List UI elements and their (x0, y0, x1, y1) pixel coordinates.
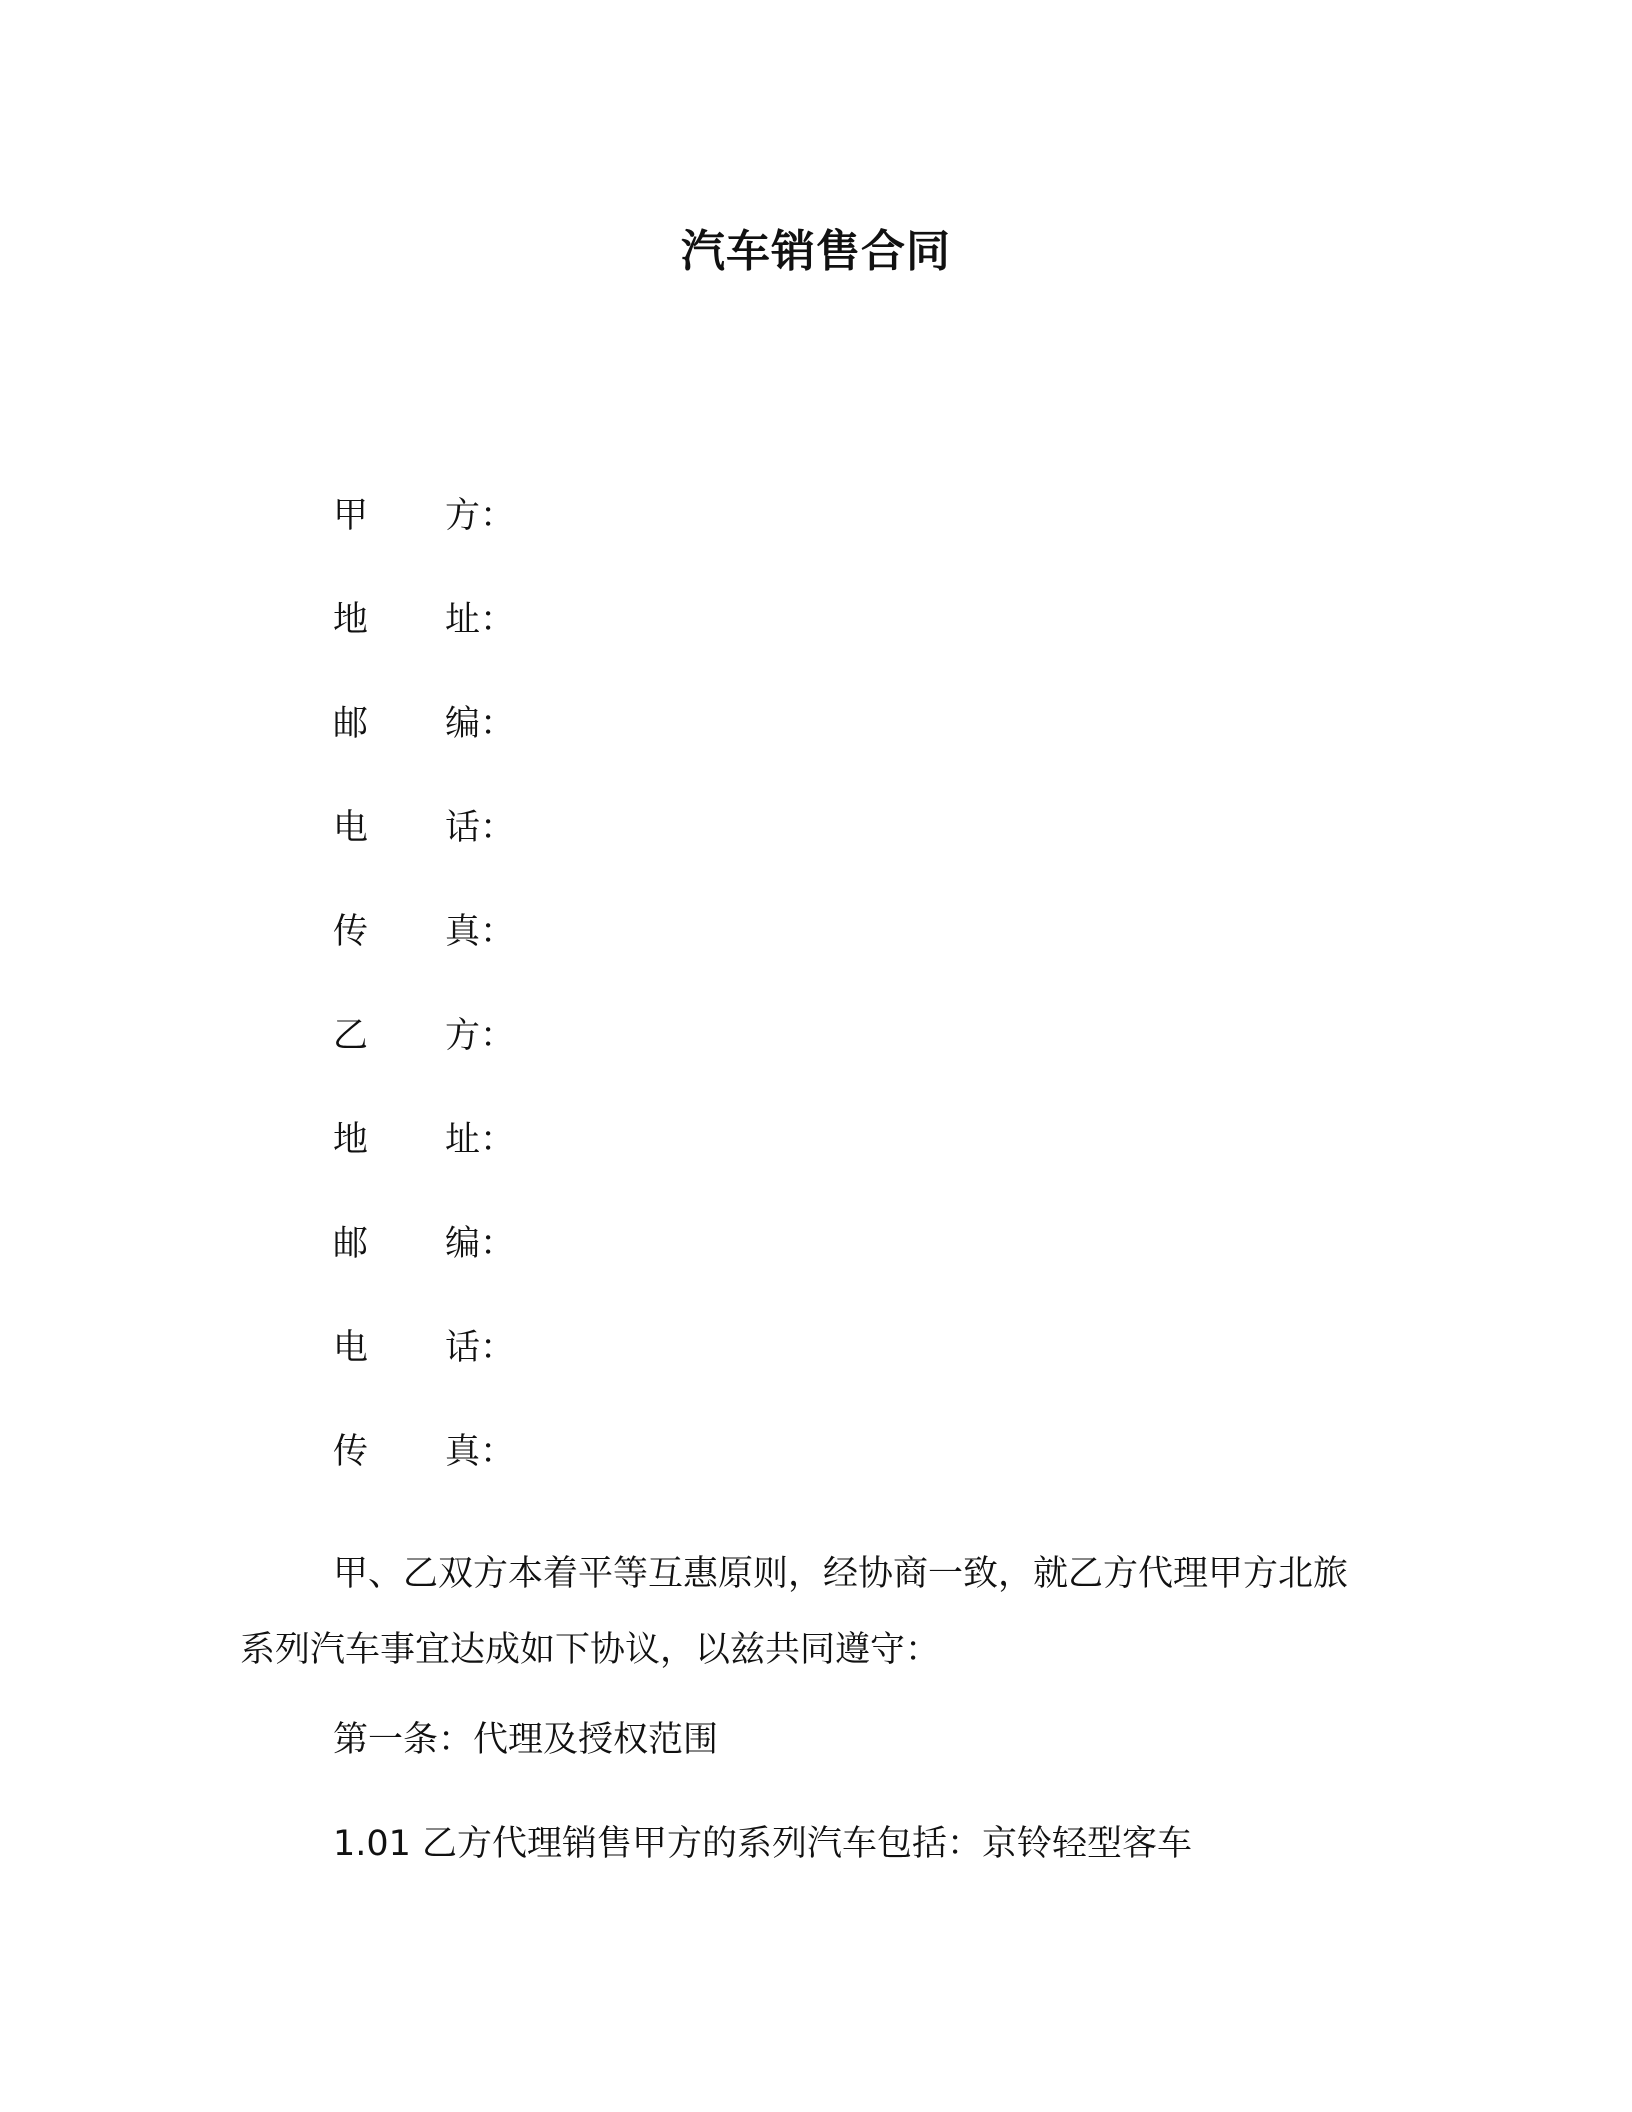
field-label-char-1: 甲 (333, 496, 369, 536)
field-label-char-2: 话： (445, 1328, 516, 1368)
party-b-name-row (333, 1012, 1033, 1116)
field-label-char-1: 电 (333, 808, 369, 848)
field-label-char-1: 传 (333, 912, 369, 952)
party-a-postcode-row (333, 700, 1033, 804)
intro-paragraph: 甲、乙双方本着平等互惠原则，经协商一致，就乙方代理甲方北旅系列汽车事宜达成如下协议，以兹共同遵守： (240, 1554, 1349, 1670)
party-a-address-row (333, 596, 1033, 700)
party-a-name-row (333, 492, 1033, 596)
field-label-char-2: 真： (445, 1432, 516, 1472)
field-label-char-2: 编： (445, 704, 516, 744)
field-label-char-2: 址： (445, 1120, 516, 1160)
field-label-char-2: 方： (445, 1016, 516, 1056)
field-label-char-2: 址： (445, 600, 516, 640)
party-b-postcode-row (333, 1220, 1033, 1324)
party-fields (333, 492, 1033, 1532)
party-b-address-row (333, 1116, 1033, 1220)
party-a-fax-row (333, 908, 1033, 1012)
field-label-char-2: 编： (445, 1224, 516, 1264)
field-label-char-2: 话： (445, 808, 516, 848)
field-label-char-2: 真： (445, 912, 516, 952)
party-b-fax-row (333, 1428, 1033, 1532)
clause-1-01: 1.01 乙方代理销售甲方的系列汽车包括：京铃轻型客车 (333, 1824, 1193, 1864)
field-label-char-1: 传 (333, 1432, 369, 1472)
article-1-heading: 第一条：代理及授权范围 (333, 1720, 719, 1760)
field-label-char-1: 乙 (333, 1016, 369, 1056)
party-b-phone-row (333, 1324, 1033, 1428)
document-title: 汽车销售合同 (681, 226, 951, 277)
field-label-char-2: 方： (445, 496, 516, 536)
field-label-char-1: 地 (333, 1120, 369, 1160)
party-a-phone-row (333, 804, 1033, 908)
field-label-char-1: 地 (333, 600, 369, 640)
field-label-char-1: 邮 (333, 1224, 369, 1264)
field-label-char-1: 邮 (333, 704, 369, 744)
field-label-char-1: 电 (333, 1328, 369, 1368)
